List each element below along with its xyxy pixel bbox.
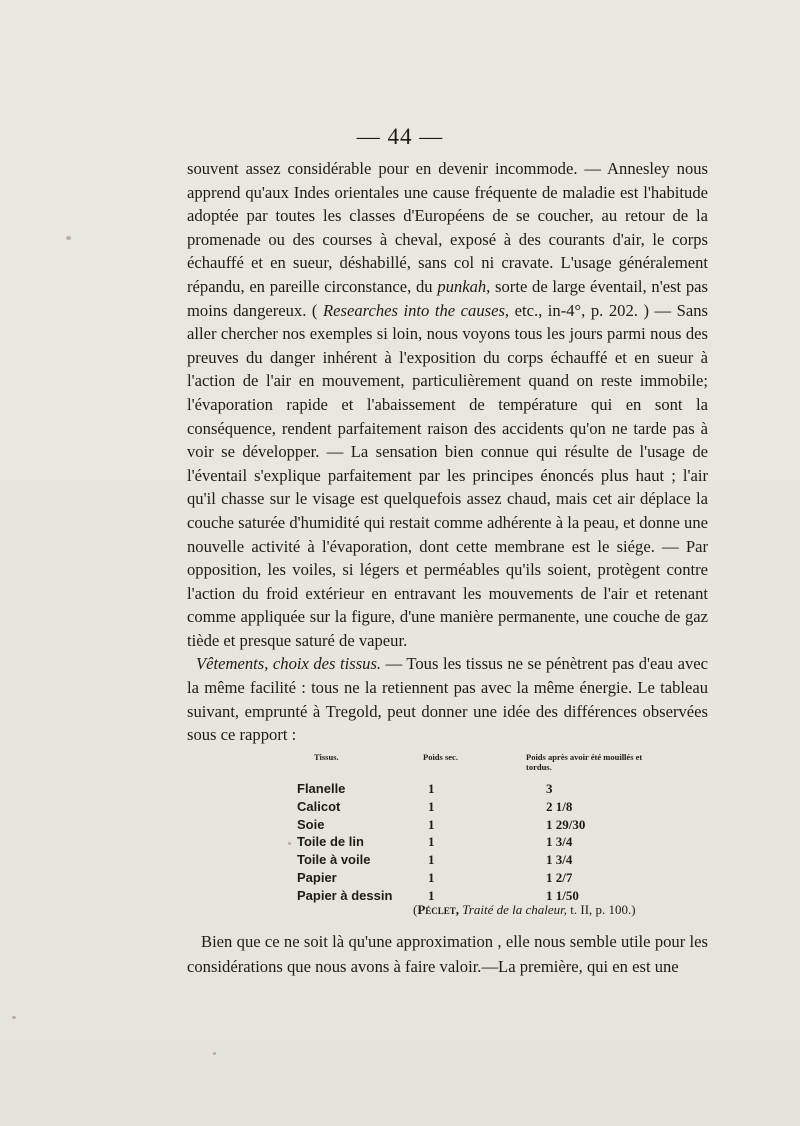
page-number: — 44 — (356, 124, 444, 149)
header-poids-sec: Poids sec. (423, 752, 458, 762)
cell-mouille: 1 29/30 (546, 816, 586, 832)
table-row (297, 798, 717, 816)
cell-tissu: Calicot (297, 798, 341, 814)
table-row (297, 816, 717, 834)
main-text (187, 157, 708, 747)
cell-tissu: Toile de lin (297, 834, 364, 850)
source-author: Péclet, (417, 902, 460, 917)
table-row (297, 869, 717, 887)
cell-sec: 1 (428, 816, 435, 832)
cell-mouille: 1 3/4 (546, 852, 573, 868)
table-row (297, 833, 717, 851)
cell-tissu: Soie (297, 816, 325, 832)
table-source (413, 902, 636, 918)
table-row (297, 780, 717, 798)
paper-speck (12, 1016, 16, 1019)
cell-tissu: Papier (297, 869, 337, 885)
table-header (297, 752, 717, 780)
section-heading: Vêtements, choix des tissus. (196, 654, 382, 674)
source-rest: t. II, p. 100.) (567, 902, 636, 917)
cell-tissu: Papier à dessin (297, 887, 393, 903)
cell-sec: 1 (428, 887, 435, 903)
source-title: Traité de la chaleur, (462, 902, 568, 917)
cell-mouille: 1 2/7 (546, 869, 573, 885)
cell-mouille: 1 3/4 (546, 834, 573, 850)
header-poids-mouille: Poids après avoir été mouillés et tordus. (526, 752, 643, 772)
cell-tissu: Flanelle (297, 781, 346, 796)
paper-speck (288, 842, 291, 845)
closing-paragraph (187, 929, 708, 979)
paragraph-2 (187, 652, 708, 746)
cell-tissu: Toile à voile (297, 852, 371, 868)
table-row (297, 851, 717, 869)
cell-mouille: 2 1/8 (546, 798, 573, 814)
punkah-term: punkah (437, 276, 487, 296)
header-tissus: Tissus. (314, 752, 339, 762)
paragraph-1 (187, 157, 708, 652)
cell-sec: 1 (428, 852, 435, 868)
cell-sec: 1 (428, 798, 435, 814)
paper-speck (213, 1052, 216, 1055)
body-text-after-citation: , etc., in-4°, p. 202. ) — Sans aller chercher nos exemples si loin, nous voyons tous les jours parmi nous des preuves du danger inhérent à l'exposition du corps échauffé et en sueur à l'action de l'air en mouvement, particulièrement quand on reste immobile; l'évaporation rapide et l'abaissement de température qui en sont la conséquence, rendent parfaitement raison des accidents qu'on ne tarde pas à voir se développer. — La sensation bien connue qui résulte de l'usage de l'éventail s'explique parfaitement par les principes énoncés plus haut ; l'air qu'il chasse sur le visage est quelquefois assez chaud, mais cet air déplace la couche saturée d'humidité qui restait comme adhérente à la peau, et donne une nouvelle activité à l'évaporation, dont cette membrane est le siége. — Par opposition, les voiles, si légers et perméables qu'ils soient, protègent contre l'action du froid extérieur en entravant les mouvements de l'air et retenant comme appliquée sur la figure, d'une manière permanente, une couche de gaz tiède et presque saturé de vapeur. (187, 300, 709, 650)
cell-sec: 1 (428, 869, 435, 885)
citation-title: Researches into the causes (323, 300, 505, 320)
cell-sec: 1 (428, 781, 435, 796)
cell-sec: 1 (428, 834, 435, 850)
source-open-paren: ( (413, 902, 418, 917)
tissue-table (297, 752, 717, 917)
body-text-after-punkah: , sorte de large éventail, n'est pas moins dangereux. ( (187, 276, 708, 320)
paper-speck (66, 236, 71, 240)
cell-mouille: 3 (546, 781, 553, 796)
table-body (297, 780, 717, 905)
cell-mouille: 1 1/50 (546, 887, 579, 903)
closing-text: Bien que ce ne soit là qu'une approximation , elle nous semble utile pour les considérations que nous avons à faire valoir.—La première, qui en est une (187, 932, 708, 976)
section-text: — Tous les tissus ne se pénètrent pas d'eau avec la même facilité : tous ne la retiennent pas avec la même énergie. Le tableau suivant, emprunté à Tregold, peut donner une idée des différences observées sous ce rapport : (187, 654, 708, 745)
body-text-start: souvent assez considérable pour en devenir incommode. — Annesley nous apprend qu'aux Indes orientales une cause fréquente de maladie est l'habitude adoptée par toutes les classes d'Européens de se coucher, au retour de la promenade ou des courses à cheval, exposé à des courants d'air, le corps échauffé et en sueur, déshabillé, sans col ni cravate. L'usage généralement répandu, en pareille circonstance, du (187, 159, 708, 296)
